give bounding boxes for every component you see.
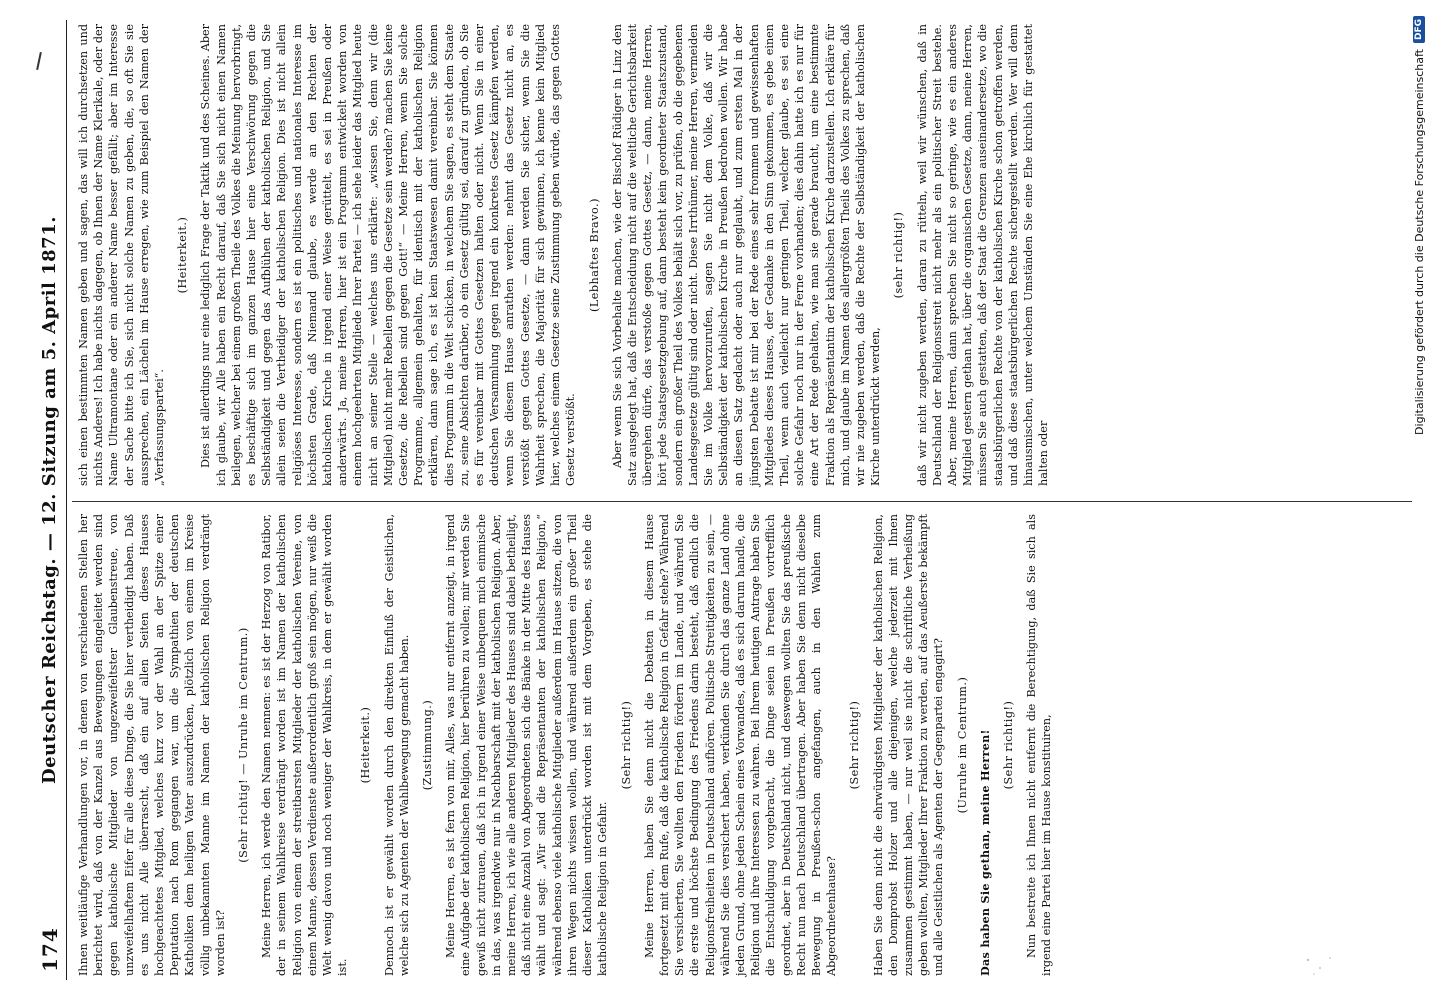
paragraph: sich einen bestimmten Namen geben und sagen, das will ich durchsetzen und nichts Anderes! Ich habe nichts dagegen, ob Ihnen der Name Klerikale, oder der Name Ultramontane oder ein anderer Name besser gefällt; aber im Interesse der Sache bitte ich Sie, sich nicht solche Namen zu geben, die, so oft Sie sie aussprechen, ein Lächeln im Hause erregen, wie zum Beispiel den Namen der „Verfassungspartei“.	[77, 24, 167, 486]
paragraph: Ihnen weitläufige Verhandlungen vor, in denen von verschiedenen Stellen her berichtet wird, daß von der Kanzel aus Bewegungen eingeleitet werden sind gegen katholische Mitglieder von ungezweifeltster Glaubenstreue, von unzweifelhaftem Eifer für alle diese Dinge, die Sie hier vertheidigt haben. Daß es uns nicht Alle überrascht, daß ein auf allen Seiten dieses Hauses hochgeachtetes Mitglied, welches kurz vor der Wahl an der Spitze einer Deputation nach Rom gegangen war, um die Sympathien der deutschen Katholiken dem heiligen Vater auszudrücken, plötzlich von einem im Kreise völlig unbekannten Manne im Namen der katholischen Religion verdrängt worden ist?	[77, 514, 227, 976]
stage-direction: (Unruhe im Centrum.)	[955, 676, 969, 814]
paragraph: Haben Sie denn nicht die ehrwürdigsten Mitglieder der katholischen Religion, den Domprobst Holzer und alle diejenigen, welche jederzeit mit Ihnen zusammen gestimmt haben, — nur weil sie nicht die schriftliche Verheißung geben wollten, Mitglieder Ihrer Fraktion zu werden, auf das Aeußerste bekämpft und alle Geistlichen als Agenten der Gegenpartei engagirt?	[871, 514, 946, 976]
paragraph: Dies ist allerdings nur eine lediglich Frage der Taktik und des Scheines. Aber ich glaube, wir Alle haben ein Recht darauf, daß Sie sich nicht einen Namen beilegen, welcher bei einem großen Theile des Volkes die Meinung hervorbringt, es beschäftige sich im ganzen Hause hier eine Verschwörung gegen die Selbständigkeit und gegen das Aufblühen der katholischen Religion, und Sie allein seien die Vertheidiger der katholischen Religion. Dies ist nicht allein religiöses Interesse, sondern es ist ein politisches und nationales Interesse im höchsten Grade, daß Niemand glaube, es werde an den Rechten der katholischen Kirche in irgend einer Weise gerüttelt, es sei in Preußen oder anderwärts. Ja, meine Herren, hier ist ein Programm entwickelt worden von einem hochgeehrten Mitgliede Ihrer Partei — ich sehe leider das Mitglied heute nicht an seiner Stelle — welches uns erklärte: „wissen Sie, denn wir (die Mitglied) nicht mehr Rebellen gegen die Gesetze sein werden? machen Sie keine Gesetze, die Rebellen sind gegen Gott!“ — Meine Herren, wenn Sie solche Programme, allgemein gehalten, für identisch mit der katholischen Religion erklären, dann sage ich, es ist kein Staatswesen damit vereinbar. Sie können dies Programm in die Welt schicken, in welchem Sie sagen, es steht dem Staate zu, seine Absichten darüber, ob ein Gesetz gültig sei, darauf zu gründen, ob Sie es für vereinbar mit Gottes Gesetzen halten oder nicht. Wenn Sie in einer deutschen Versammlung gegen irgend ein konkretes Gesetz kämpfen werden, wenn Sie diesem Hause anrathen werden: nehmt das Gesetz nicht an, es verstößt gegen Gottes Gesetze, — dann werden Sie sicher, wenn Sie die Wahrheit sprechen, die Majorität für sich gewinnen, ich kenne kein Mitglied hier, welches einem Gesetze seine Zustimmung geben würde, das gegen Gottes Gesetz verstößt.	[199, 24, 578, 486]
dfg-logo: DFG	[1413, 16, 1425, 43]
paragraph: Meine Herren, ich werde den Namen nennen: es ist der Herzog von Ratibor, der in seinem Wahlkreise verdrängt worden ist im Namen der katholischen Religion von einem der streitbarsten Mitglieder der katholischen Vereine, von einem Manne, dessen Verdienste außerordentlich groß sein mögen, nur weiß die Welt wenig davon und noch weniger der Wahlkreis, in dem er gewählt worden ist.	[260, 514, 350, 976]
stage-direction: (Sehr richtig!)	[848, 700, 862, 790]
stage-direction: (Lebhaftes Bravo.)	[587, 197, 601, 313]
running-title: Deutscher Reichstag. — 12. Sitzung am 5. April 1871.	[39, 216, 60, 784]
paragraph: Meine Herren, haben Sie denn nicht die Debatten in diesem Hause fortgesetzt mit dem Rufe, daß die katholische Religion in Gefahr stehe? Während Sie versicherten, Sie wollten den Frieden fördern im Lande, und während Sie die erste und höchste Bedingung des Friedens darin besteht, daß endlich die Religionsfreiheiten in Deutschland aufhören. Politische Streitigkeiten zu sein, — während Sie dies versichert haben, verkünden Sie durch das ganze Land ohne jeden Grund, ohne jeden Schein eines Vorwandes, daß es sich darum handle, die Religion und ihre Interessen zu wahren. Bei Ihrem heutigen Antrage haben Sie die Entschuldigung vorgebracht, die Dinge seien in Preußen vortrefflich geordnet, aber in Deutschland nicht, und deswegen wollten Sie das preußische Recht nun nach Deutschland übertragen. Aber haben Sie denn nicht dieselbe Bewegung in Preußen-schon angefangen, auch in den Wahlen zum Abgeordnetenhause?	[642, 514, 839, 976]
stage-direction: (Zustimmung.)	[421, 699, 435, 791]
column-divider	[72, 501, 1412, 502]
paragraph: daß wir nicht zugeben werden, daran zu rütteln, weil wir wünschen, daß in Deutschland der Religionsstreit nicht mehr als ein politischer Streit bestehe. Aber, meine Herren, dann sprechen Sie nicht so geringe, wie es ein anderes Mitglied gestern gethan hat, über die organischen Gesetze, dann, meine Herren, müssen Sie auch gestatten, daß der Staat die Grenzen auseinandersetze, wo die staatsbürgerlichen Rechte von der katholischen Kirche schon getroffen werden, und daß diese staatsbürgerlichen Rechte sichergestellt werden. Wer will denn hinausmischen, unter welchem Umständen Sie eine Ehe kirchlich für gestattet halten oder	[915, 24, 1051, 486]
paragraph: Nun bestreite ich Ihnen nicht entfernt die Berechtigung, daß Sie sich als irgend eine Partei hier im Hause konstituiren,	[1025, 514, 1054, 976]
stage-direction: (Heiterkeit.)	[176, 216, 190, 294]
page-number: 174	[38, 927, 62, 972]
paragraph: Aber wenn Sie sich Vorbehalte machen, wie der Bischof Rüdiger in Linz den Satz ausgelegt hat, daß die Entscheidung nicht auf die weltliche Gerichtsbarkeit übergehen dürfe, das verstoße gegen Gottes Gesetz, — dann, meine Herren, hört jede Staatsgesetzgebung auf, dann besteht kein geordneter Staatszustand, sondern ein großer Theil des Volkes behält sich vor, zu prüfen, ob die gegebenen Landesgesetze gültig sind oder nicht. Diese Irrthümer, meine Herren, vermeiden Sie im Volke hervorzurufen, sagen Sie nicht dem Volke, daß wir die Selbständigkeit der katholischen Kirche in Preußen bedrohen wollen. Wir habe an diesen Satz gedacht oder auch nur geglaubt, und zum ersten Mal in der jüngsten Debatte ist mir bei der Rede eines sehr frommen und gewissenhaften Mitgliedes dieses Hauses, der Gedanke in den Sinn gekommen, es gebe einen Theil, wenn auch vielleicht nur geringen Theil, welcher glaube, es sei eine solche Gefahr noch nur in der Ferne vorhanden; dies dahin hatte ich es nur für eine Art der Rede gehalten, wie man sie gerade braucht, um eine bestimmte Fraktion als Repräsentantin der katholischen Kirche darzustellen. Ich erkläre für mich, und glaube im Namen des allergrößten Theils des Volkes zu sprechen, daß wir nie zugeben werden, daß die Rechte der Selbständigkeit der katholischen Kirche unterdrückt werden,	[610, 24, 883, 486]
paragraph: Meine Herren, es ist fern von mir, Alles, was nur entfernt anzeigt, in irgend eine Aufgabe der katholischen Religion, hier berühren zu wollen; mir werden Sie gewiß nicht zutrauen, daß ich in irgend einer Weise unbequem mich einmische in das, was irgendwie nur in Nachbarschaft mit der katholischen Religion. Aber, meine Herren, ich wie alle anderen Mitglieder des Hauses sind dabei betheiligt, daß nicht eine Anzahl von Abgeordneten sich die Bänke in der Mitte des Hauses wählt und sagt: „Wir sind die Repräsentanten der katholischen Religion,“ während ebenso viele katholische Mitglieder außerdem im Hause sitzen, die von ihren Wegen nichts wissen wollen, und während außerdem ein großer Theil dieser Katholiken unterdrückt worden ist mit dem Vorgeben, es stehe die katholische Religion in Gefahr.	[444, 514, 610, 976]
right-column	[76, 24, 1052, 486]
credit-text: Digitalisierung gefördert durch die Deutsche Forschungsgemeinschaft	[1412, 49, 1426, 435]
stage-direction: (Sehr richtig! — Unruhe im Centrum.)	[237, 627, 251, 863]
emphasized-line: Das haben Sie gethan, meine Herren!	[977, 729, 992, 976]
left-column	[76, 514, 1056, 976]
scan-artifact	[1300, 950, 1340, 980]
header-rule	[66, 20, 67, 980]
rotated-document-page	[36, 20, 1416, 980]
paragraph: Dennoch ist er gewählt worden durch den direkten Einfluß der Geistlichen, welche sich zu Agenten der Wahlbewegung gemacht haben.	[382, 514, 411, 976]
stage-direction: (sehr richtig!)	[892, 211, 906, 299]
running-header	[36, 20, 62, 980]
stage-direction: (Sehr richtig!)	[1001, 700, 1015, 790]
stage-direction: (Heiterkeit.)	[359, 706, 373, 784]
stage-direction: (Sehr richtig!)	[619, 700, 633, 790]
digitization-credit	[1408, 16, 1430, 986]
